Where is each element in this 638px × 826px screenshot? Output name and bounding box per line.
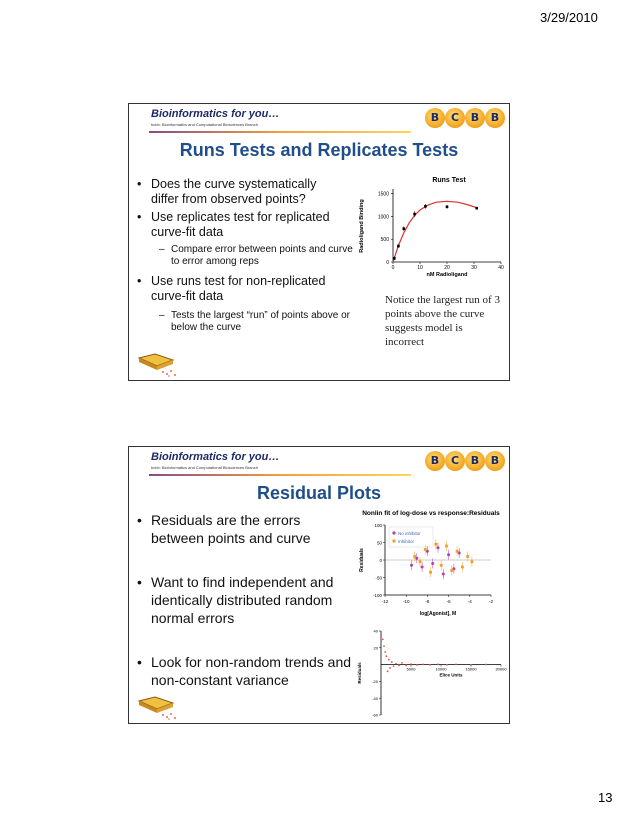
data-point <box>421 566 424 569</box>
slide-runs-tests <box>128 103 510 381</box>
book-icon <box>135 350 179 378</box>
runs-test-chart <box>351 174 507 284</box>
subbullet-text: Tests the largest “run” of points above or below the curve <box>171 310 350 333</box>
residuals-chart <box>351 507 507 625</box>
data-point <box>384 651 386 653</box>
y-tick-label: 0 <box>386 260 389 266</box>
data-point <box>424 205 427 208</box>
data-point <box>413 213 416 216</box>
bullet-text: Look for non-random trends and non-constant variance <box>151 654 352 688</box>
x-axis-label: Elice Units <box>439 672 463 678</box>
bullet-item <box>137 511 355 547</box>
bullet-text: Does the curve systematically differ from observed points? <box>151 177 317 206</box>
data-point <box>389 667 391 669</box>
y-tick-label: 1000 <box>377 214 389 221</box>
x-tick-label: -6 <box>446 599 451 604</box>
y-tick-label: 0 <box>379 557 382 563</box>
data-point <box>440 564 443 567</box>
bullet-item <box>137 573 355 627</box>
x-tick-label: 10000 <box>435 666 447 672</box>
data-point <box>455 664 457 666</box>
bullet-dot: • <box>137 177 142 191</box>
x-tick-label: 10 <box>417 265 423 271</box>
logo-letter-c: C <box>445 108 465 128</box>
x-tick-label: -4 <box>467 599 472 604</box>
data-point <box>410 564 413 567</box>
legend-marker <box>392 531 395 534</box>
data-point <box>475 207 478 210</box>
legend-label: No inhibitor <box>398 531 421 536</box>
logo-letter-c: C <box>445 451 465 471</box>
data-point <box>397 245 400 248</box>
bullet-text: Use runs test for non-replicated curve-fit data <box>151 274 326 303</box>
data-point <box>398 665 400 667</box>
logo-letter-b: B <box>425 451 445 471</box>
data-point <box>395 663 397 665</box>
bullet-dot: • <box>137 512 142 528</box>
data-point <box>447 553 450 556</box>
data-point <box>401 662 403 664</box>
data-point <box>445 545 448 548</box>
residuals-scatter-chart <box>351 627 507 719</box>
slide-residual-plots <box>128 446 510 724</box>
bullet-text: Residuals are the errors between points and curve <box>151 512 311 546</box>
x-tick-label: 30 <box>471 265 477 271</box>
y-tick-label: 500 <box>380 237 389 244</box>
bullet-text: Use replicates test for replicated curve-fit data <box>151 210 330 239</box>
data-point <box>393 257 396 260</box>
data-point <box>442 573 445 576</box>
subbullet-dash: – <box>159 310 165 321</box>
header-rule <box>149 474 411 476</box>
y-tick-label: -40 <box>372 695 378 701</box>
logo-letter-b3: B <box>485 451 505 471</box>
bullet-item <box>137 177 347 207</box>
y-tick-label: -100 <box>372 592 382 598</box>
data-point <box>391 661 393 663</box>
data-point <box>429 571 432 574</box>
x-axis-label: log[Agonist], M <box>419 611 457 617</box>
x-tick-label: -12 <box>381 599 389 604</box>
data-point <box>461 566 464 569</box>
logo-letter-b2: B <box>465 108 485 128</box>
data-point <box>446 664 448 666</box>
data-point <box>387 670 389 672</box>
bullet-item <box>137 653 355 689</box>
data-point <box>485 664 487 666</box>
x-tick-label: -8 <box>425 599 430 604</box>
header-subtitle: bcbb: Bioinformatics and Computational Biosciences Branch <box>151 465 258 470</box>
y-tick-label: -60 <box>372 712 378 718</box>
data-point <box>434 543 437 546</box>
data-point <box>419 560 422 563</box>
data-point <box>410 663 412 665</box>
data-point <box>386 655 388 657</box>
data-point <box>422 663 424 665</box>
header-title: Bioinformatics for you… <box>151 451 280 463</box>
y-tick-label: 100 <box>374 522 382 528</box>
x-tick-label: 20000 <box>495 666 507 672</box>
bullet-item <box>137 274 347 304</box>
y-axis-label: Residuals <box>357 662 362 684</box>
header-rule <box>149 131 411 133</box>
header-subtitle: bcbb: Bioinformatics and Computational Biosciences Branch <box>151 122 258 127</box>
slide-title: Residual Plots <box>256 483 382 503</box>
y-tick-label: 50 <box>376 540 382 546</box>
data-point <box>393 665 395 667</box>
x-tick-label: 20 <box>444 265 450 271</box>
data-point <box>437 546 440 549</box>
fit-curve <box>393 201 477 262</box>
y-axis-label: Radioligand Binding <box>359 199 365 253</box>
x-axis-label: nM Radioligand <box>426 272 468 278</box>
data-point <box>466 555 469 558</box>
chart-note: Notice the largest run of 3 points above the curve suggests model is incorrect <box>385 294 500 348</box>
data-point <box>437 663 439 665</box>
bullet-dot: • <box>137 210 142 224</box>
x-tick-label: 15000 <box>465 666 477 672</box>
x-tick-label: -2 <box>488 599 494 604</box>
subbullet-dash: – <box>159 244 165 255</box>
slide-title: Runs Tests and Replicates Tests <box>179 140 459 160</box>
data-point <box>456 550 459 553</box>
data-point <box>450 569 453 572</box>
data-point <box>388 659 390 661</box>
y-tick-label: -20 <box>372 679 378 684</box>
data-point <box>470 664 472 666</box>
subbullet-item <box>159 244 359 268</box>
logo-letter-b2: B <box>465 451 485 471</box>
legend-marker <box>393 540 396 543</box>
data-point <box>403 227 406 230</box>
subbullet-text: Compare error between points and curve to error among reps <box>171 244 353 267</box>
chart-title: Runs Test <box>432 177 466 184</box>
bullet-dot: • <box>137 574 142 590</box>
bullet-dot: • <box>137 274 142 288</box>
x-tick-label: 40 <box>498 265 504 271</box>
page-number: 13 <box>598 790 613 805</box>
data-point <box>471 560 474 563</box>
chart-legend <box>389 527 433 547</box>
data-point <box>424 548 427 551</box>
x-tick-label: -10 <box>402 599 410 604</box>
logo-letter-b3: B <box>485 108 505 128</box>
data-point <box>431 562 434 565</box>
y-axis-label: Residuals <box>359 548 365 572</box>
y-tick-label: 20 <box>373 645 378 651</box>
x-tick-label: 0 <box>391 265 395 271</box>
y-tick-label: 40 <box>373 628 378 634</box>
data-point <box>382 639 384 641</box>
y-tick-label: 1500 <box>377 191 389 198</box>
data-point <box>383 645 385 647</box>
bullet-text: Want to find independent and identically distributed random normal errors <box>151 574 334 626</box>
bullet-item <box>137 210 347 240</box>
data-point <box>405 665 407 667</box>
header-title: Bioinformatics for you… <box>151 108 280 120</box>
subbullet-item <box>159 310 359 334</box>
book-icon <box>135 693 179 721</box>
x-tick-label: 5000 <box>406 666 416 672</box>
y-tick-label: -50 <box>375 575 382 581</box>
legend-label: Inhibitor <box>398 539 415 544</box>
chart-title: Nonlin fit of log-dose vs response:Residuals <box>362 510 500 517</box>
data-point <box>416 664 418 666</box>
data-point <box>446 205 449 208</box>
logo-letter-b: B <box>425 108 445 128</box>
data-point <box>429 664 431 666</box>
print-date: 3/29/2010 <box>540 10 598 25</box>
bullet-dot: • <box>137 654 142 670</box>
data-point <box>413 555 416 558</box>
